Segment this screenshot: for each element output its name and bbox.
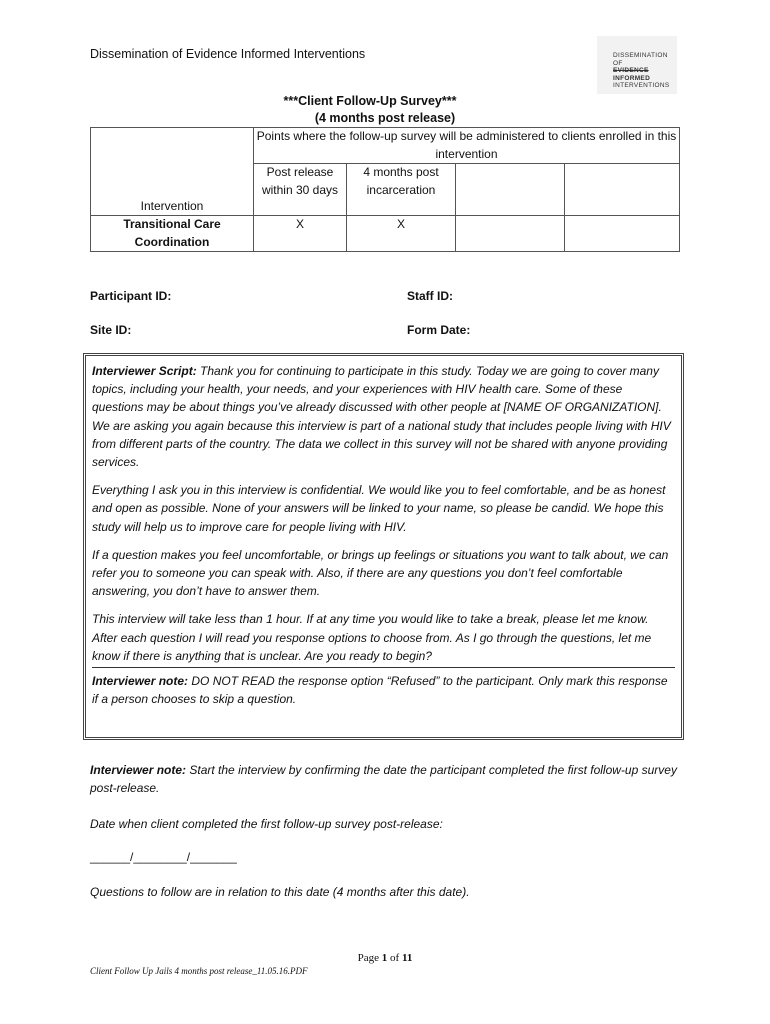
date-blank: ______/________/_______ — [90, 850, 237, 864]
page-total: 11 — [401, 952, 413, 964]
divider — [92, 667, 675, 668]
follow-up-instruction: Questions to follow are in relation to this date (4 months after this date). — [90, 885, 470, 899]
script-paragraph: Everything I ask you in this interview is confidential. We would like you to feel comfortable, and be as honest and open as possible. None of your answers will be linked to your name, so please be candid. We hope this study will help us to improve care for people living with HIV. — [92, 483, 666, 534]
interviewer-note-text: Start the interview by confirming the date the participant completed the first follow-up survey post-release. — [90, 763, 677, 795]
logo-line: EVIDENCE — [613, 67, 649, 74]
intervention-name: Transitional Care Coordination — [91, 216, 254, 252]
post-release-mark: X — [254, 216, 347, 252]
script-label: Interviewer Script: — [92, 364, 197, 378]
organization-logo — [597, 36, 677, 94]
four-months-header: 4 months post incarceration — [347, 164, 456, 216]
participant-id-label: Participant ID: — [90, 289, 172, 303]
empty-header-cell — [456, 164, 565, 216]
survey-title: ***Client Follow-Up Survey*** — [283, 94, 457, 108]
script-note-text: DO NOT READ the response option “Refused” to the participant. Only mark this response if a person chooses to skip a question. — [92, 674, 668, 707]
site-id-label: Site ID: — [90, 323, 132, 337]
form-date-label: Form Date: — [407, 323, 471, 337]
script-paragraph: This interview will take less than 1 hour. If at any time you would like to take a break, please let me know. After each question I will read you response options to choose from. As I go through the questions, let me know if there is anything that is unclear. Are you ready to begin? — [92, 612, 652, 663]
script-note — [92, 672, 675, 708]
schedule-header-cell — [254, 128, 680, 164]
interviewer-note — [90, 761, 690, 797]
footer-filename: Client Follow Up Jails 4 months post release_11.05.16.PDF — [90, 966, 308, 976]
staff-id-label: Staff ID: — [407, 289, 453, 303]
page-current: 1 — [381, 952, 388, 964]
script-paragraph — [92, 362, 675, 471]
interviewer-note-label: Interviewer note: — [90, 763, 187, 777]
survey-subtitle: (4 months post release) — [314, 111, 456, 125]
logo-line: INTERVENTIONS — [613, 82, 670, 89]
logo-line: DISSEMINATION OF — [613, 52, 668, 67]
intervention-header-cell — [91, 128, 254, 216]
page-number — [0, 952, 770, 964]
date-prompt: Date when client completed the first follow-up survey post-release: — [90, 817, 443, 831]
empty-cell — [456, 216, 565, 252]
script-paragraph: If a question makes you feel uncomfortable, or brings up feelings or situations you want to talk about, we can refer you to someone you can speak with. Also, if there are any questions you don’t feel comfortable answering, you don’t have to answer them. — [92, 547, 669, 599]
intervention-column-header: Intervention — [140, 198, 204, 213]
page-prefix: Page — [357, 952, 382, 964]
script-text: Thank you for continuing to participate in this study. Today we are going to cover many topics, including your health, your needs, and your experiences with HIV health care. Some of these questions may be about things you’ve already discussed with other people at [NAME OF ORGANIZATION]. We are asking you again because this interview is part of a national study that includes people living with HIV from different parts of the country. The data we collect in this survey will not be shared with anyone providing services. — [92, 364, 671, 470]
four-months-mark: X — [347, 216, 456, 252]
empty-header-cell — [565, 164, 680, 216]
running-header: Dissemination of Evidence Informed Interventions — [90, 47, 366, 61]
schedule-header: Points where the follow-up survey will be administered to clients enrolled in this intervention — [256, 129, 677, 161]
empty-cell — [565, 216, 680, 252]
logo-line: INFORMED — [613, 74, 651, 82]
interviewer-script-box — [83, 353, 684, 740]
post-release-header: Post release within 30 days — [254, 164, 347, 216]
page-of: of — [387, 952, 402, 964]
administration-table — [90, 127, 680, 252]
script-note-label: Interviewer note: — [92, 674, 189, 689]
